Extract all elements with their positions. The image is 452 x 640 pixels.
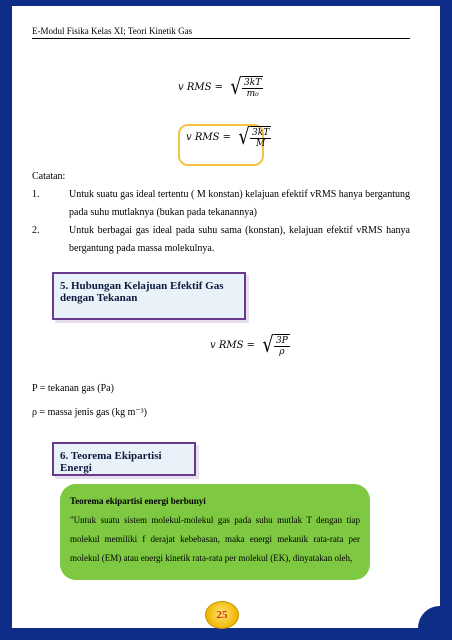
formula-vrms-m0: [178, 76, 263, 99]
theorem-body: "Untuk suatu sistem molekul-molekul gas pada suhu mutlak T dengan tiap molekul memiliki f derajat kebebasan, maka energi mekanik rata-rata per molekul (EM) atau energi kinetik rata-rata per molekul (EK), dinyatakan oleh,: [70, 515, 360, 563]
note-number-1: 1.: [32, 189, 40, 200]
radical-sign-icon: √: [238, 124, 250, 150]
formula-vrms-pressure: [210, 334, 290, 357]
page-frame-bottom: [0, 628, 452, 640]
fraction-denominator: M: [256, 139, 266, 149]
page-frame-right: [440, 0, 452, 640]
page-frame-left: [0, 0, 12, 640]
note-text-1: Untuk suatu gas ideal tertentu ( M konstan) kelajuan efektif vRMS hanya bergantung pada suhu mutlaknya (bukan pada tekanannya): [69, 189, 410, 218]
fraction-numerator: 3kT: [244, 78, 262, 88]
formula-lhs: v RMS =: [186, 132, 232, 143]
notes-heading: Catatan:: [32, 171, 66, 182]
square-root: [261, 334, 290, 357]
note-number-2: 2.: [32, 225, 40, 236]
radical-sign-icon: √: [230, 74, 242, 100]
formula-lhs: v RMS =: [210, 340, 256, 351]
section-6-heading: 6. Teorema Ekipartisi Energi: [52, 442, 196, 476]
fraction-denominator: ρ: [279, 347, 285, 357]
running-header: E-Modul Fisika Kelas XI; Teori Kinetik Gas: [32, 26, 193, 36]
page-number-badge: 25: [205, 601, 239, 629]
definition-pressure: P = tekanan gas (Pa): [32, 383, 114, 394]
formula-lhs: v RMS =: [178, 82, 224, 93]
fraction-numerator: 3kT: [252, 128, 270, 138]
radical-sign-icon: √: [262, 332, 274, 358]
fraction: [250, 126, 271, 149]
fraction-numerator: 3P: [276, 336, 288, 346]
square-root: [237, 126, 271, 149]
note-text-2: Untuk berbagai gas ideal pada suhu sama (konstan), kelajuan efektif vRMS hanya bergantung pada massa molekulnya.: [69, 225, 410, 254]
header-divider: [32, 38, 410, 39]
theorem-heading: Teorema ekipartisi energi berbunyi: [70, 496, 206, 506]
theorem-box: [60, 484, 370, 580]
formula-vrms-M: [186, 126, 271, 149]
definition-density: ρ = massa jenis gas (kg m⁻³): [32, 407, 147, 418]
section-5-heading: 5. Hubungan Kelajuan Efektif Gas dengan Tekanan: [52, 272, 246, 320]
fraction: [274, 334, 290, 357]
fraction: [242, 76, 263, 99]
fraction-denominator: m₀: [246, 89, 259, 99]
square-root: [229, 76, 263, 99]
